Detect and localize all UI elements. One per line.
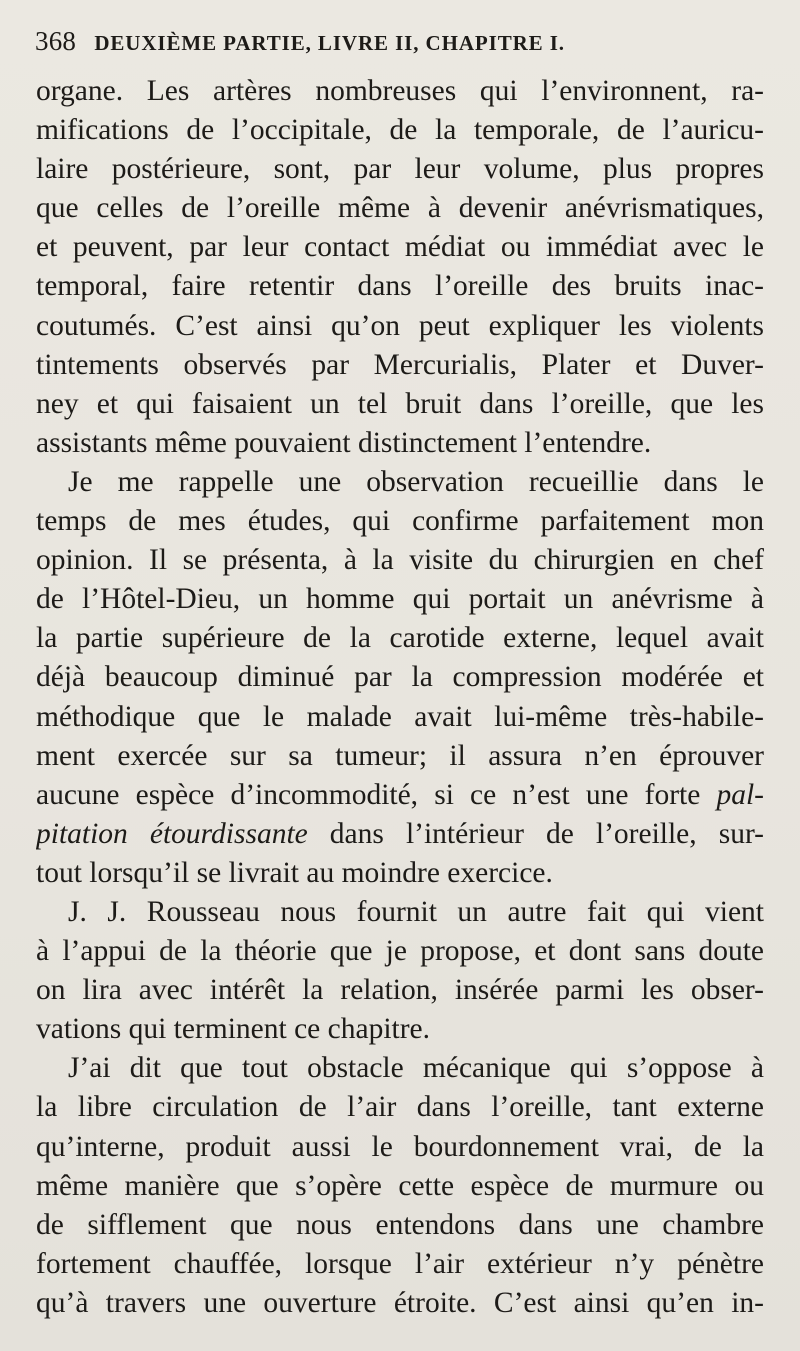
text-line-28: qu’interne, produit aussi le bourdonnement vrai, de la bbox=[36, 1130, 764, 1163]
text-line-13: opinion. Il se présenta, à la visite du chirurgien en chef bbox=[36, 544, 764, 577]
text-line-31: fortement chauffée, lorsque l’air extérieur n’y pénètre bbox=[36, 1247, 764, 1280]
text-line-11: Je me rappelle une observation recueillie dans le bbox=[68, 465, 764, 498]
line-19-italic-text: pal- bbox=[716, 778, 764, 811]
text-line-15: la partie supérieure de la carotide externe, lequel avait bbox=[36, 622, 764, 655]
text-line-5: et peuvent, par leur contact médiat ou immédiat avec le bbox=[36, 231, 764, 264]
text-line-19 bbox=[36, 776, 764, 815]
text-line-21: tout lorsqu’il se livrait au moindre exercice. bbox=[36, 856, 553, 889]
line-20-italic-text: pitation étourdissante bbox=[36, 817, 308, 850]
text-line-29: même manière que s’opère cette espèce de murmure ou bbox=[36, 1169, 764, 1202]
text-line-14: de l’Hôtel-Dieu, un homme qui portait un anévrisme à bbox=[36, 583, 764, 616]
text-line-9: ney et qui faisaient un tel bruit dans l’oreille, que les bbox=[36, 387, 764, 420]
text-line-7: coutumés. C’est ainsi qu’on peut expliquer les violents bbox=[36, 309, 764, 342]
page-number: 368 bbox=[35, 26, 77, 56]
text-line-25: vations qui terminent ce chapitre. bbox=[36, 1013, 431, 1046]
text-line-24: on lira avec intérêt la relation, insérée parmi les obser- bbox=[36, 974, 764, 1007]
text-line-12: temps de mes études, qui confirme parfaitement mon bbox=[36, 505, 764, 538]
text-line-10: assistants même pouvaient distinctement l’entendre. bbox=[36, 426, 652, 459]
text-line-23: à l’appui de la théorie que je propose, et dont sans doute bbox=[36, 935, 764, 968]
line-19-roman-text: aucune espèce d’incommodité, si ce n’est une forte bbox=[36, 778, 717, 811]
running-title: DEUXIÈME PARTIE, LIVRE II, CHAPITRE I. bbox=[94, 31, 565, 55]
text-line-8: tintements observés par Mercurialis, Plater et Duver- bbox=[36, 348, 764, 381]
text-line-6: temporal, faire retentir dans l’oreille des bruits inac- bbox=[36, 270, 764, 303]
text-line-27: la libre circulation de l’air dans l’oreille, tant externe bbox=[36, 1091, 764, 1124]
text-line-17: méthodique que le malade avait lui-même très-habile- bbox=[36, 700, 764, 733]
text-line-26: J’ai dit que tout obstacle mécanique qui s’oppose à bbox=[68, 1052, 764, 1085]
running-head bbox=[35, 24, 765, 58]
text-line-30: de sifflement que nous entendons dans une chambre bbox=[36, 1208, 764, 1241]
text-line-22: J. J. Rousseau nous fournit un autre fait qui vient bbox=[68, 895, 764, 928]
line-20-roman-text: dans l’intérieur de l’oreille, sur- bbox=[307, 817, 764, 850]
text-line-20 bbox=[36, 815, 764, 854]
text-line-4: que celles de l’oreille même à devenir anévrismatiques, bbox=[36, 192, 764, 225]
text-line-3: laire postérieure, sont, par leur volume, plus propres bbox=[36, 153, 764, 186]
text-line-2: mifications de l’occipitale, de la temporale, de l’auricu- bbox=[36, 114, 764, 147]
text-line-1: organe. Les artères nombreuses qui l’environnent, ra- bbox=[36, 75, 764, 107]
text-line-16: déjà beaucoup diminué par la compression modérée et bbox=[36, 661, 764, 694]
body-text bbox=[36, 72, 764, 1323]
text-line-32: qu’à travers une ouverture étroite. C’est ainsi qu’en in- bbox=[36, 1286, 764, 1319]
text-line-18: ment exercée sur sa tumeur; il assura n’en éprouver bbox=[36, 739, 764, 772]
